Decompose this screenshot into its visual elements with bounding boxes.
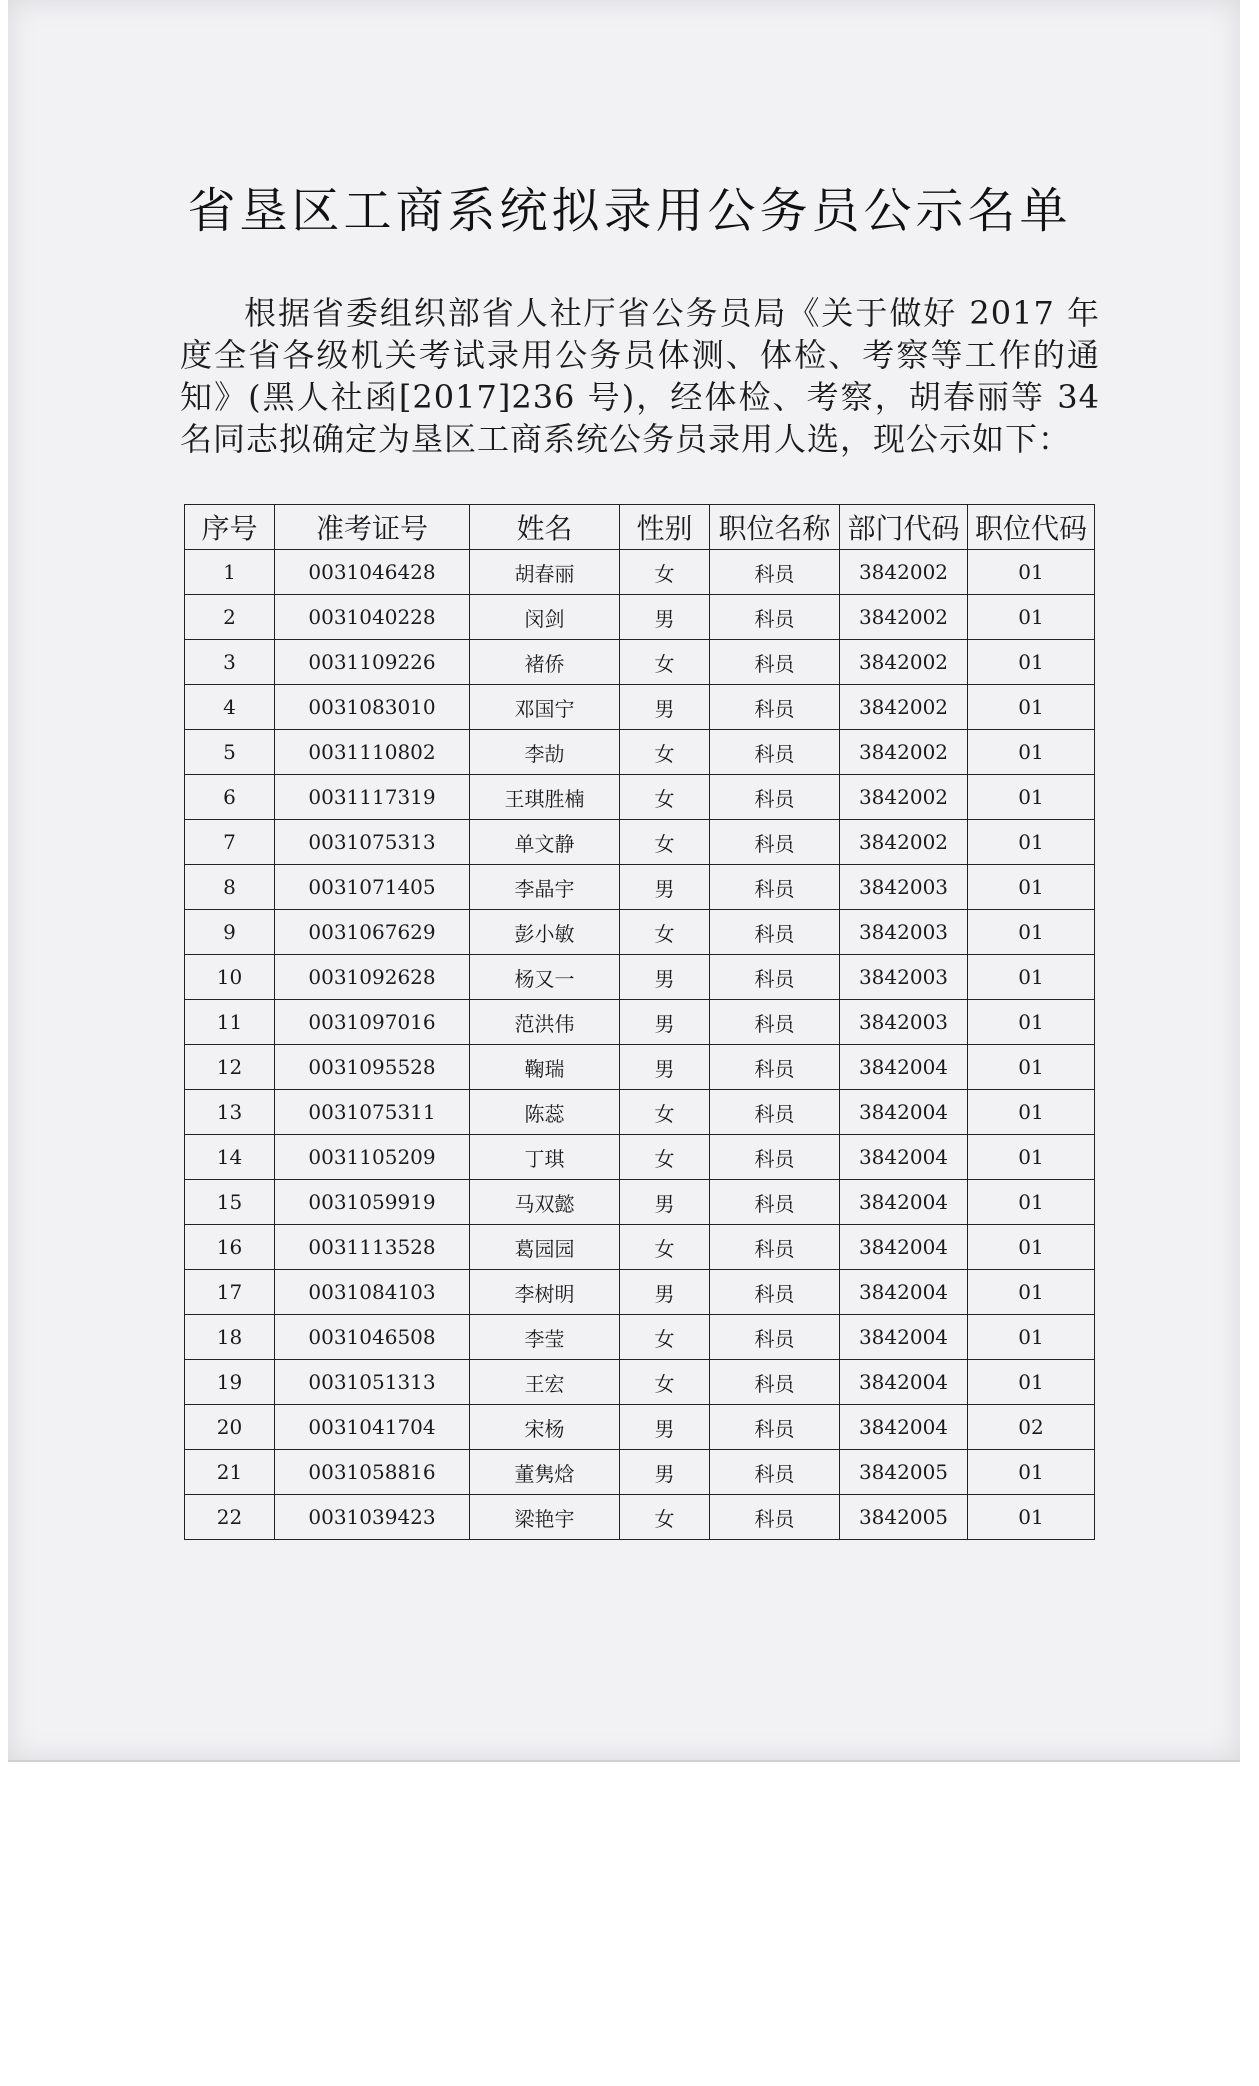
position-code-cell: 01 — [968, 1495, 1095, 1540]
serial-cell: 9 — [185, 910, 275, 955]
position-cell: 科员 — [710, 640, 840, 685]
table-row — [185, 1180, 1095, 1225]
gender-cell: 男 — [620, 865, 710, 910]
gender-cell: 女 — [620, 775, 710, 820]
document-title: 省垦区工商系统拟录用公务员公示名单 — [187, 183, 1072, 239]
position-code-cell: 01 — [968, 1450, 1095, 1495]
position-code-cell: 01 — [968, 910, 1095, 955]
table-header-row — [185, 505, 1095, 550]
name-cell: 闵剑 — [470, 595, 620, 640]
position-code-cell: 01 — [968, 865, 1095, 910]
name-cell: 范洪伟 — [470, 1000, 620, 1045]
exam-id-cell: 0031113528 — [275, 1225, 470, 1270]
table-row — [185, 775, 1095, 820]
exam-id-cell: 0031095528 — [275, 1045, 470, 1090]
name-cell: 董隽焓 — [470, 1450, 620, 1495]
exam-id-cell: 0031059919 — [275, 1180, 470, 1225]
header-cell: 部门代码 — [840, 505, 968, 550]
dept-code-cell: 3842003 — [840, 955, 968, 1000]
name-cell: 李晶宇 — [470, 865, 620, 910]
header-cell: 姓名 — [470, 505, 620, 550]
position-cell: 科员 — [710, 730, 840, 775]
exam-id-cell: 0031039423 — [275, 1495, 470, 1540]
table-row — [185, 910, 1095, 955]
gender-cell: 女 — [620, 1135, 710, 1180]
table-row — [185, 1135, 1095, 1180]
table-body — [185, 550, 1095, 1540]
dept-code-cell: 3842004 — [840, 1180, 968, 1225]
table-row — [185, 1225, 1095, 1270]
position-cell: 科员 — [710, 1180, 840, 1225]
exam-id-cell: 0031046508 — [275, 1315, 470, 1360]
dept-code-cell: 3842004 — [840, 1315, 968, 1360]
header-cell: 准考证号 — [275, 505, 470, 550]
position-code-cell: 01 — [968, 1180, 1095, 1225]
table-row — [185, 1405, 1095, 1450]
exam-id-cell: 0031067629 — [275, 910, 470, 955]
serial-cell: 21 — [185, 1450, 275, 1495]
table-row — [185, 1315, 1095, 1360]
position-cell: 科员 — [710, 550, 840, 595]
dept-code-cell: 3842002 — [840, 550, 968, 595]
dept-code-cell: 3842003 — [840, 865, 968, 910]
header-cell: 职位代码 — [968, 505, 1095, 550]
position-code-cell: 01 — [968, 820, 1095, 865]
header-cell: 序号 — [185, 505, 275, 550]
exam-id-cell: 0031051313 — [275, 1360, 470, 1405]
exam-id-cell: 0031110802 — [275, 730, 470, 775]
gender-cell: 女 — [620, 1315, 710, 1360]
position-code-cell: 01 — [968, 1315, 1095, 1360]
name-cell: 杨又一 — [470, 955, 620, 1000]
name-cell: 单文静 — [470, 820, 620, 865]
table-row — [185, 1450, 1095, 1495]
gender-cell: 男 — [620, 1270, 710, 1315]
table-row — [185, 730, 1095, 775]
exam-id-cell: 0031117319 — [275, 775, 470, 820]
position-cell: 科员 — [710, 775, 840, 820]
name-cell: 邓国宁 — [470, 685, 620, 730]
position-cell: 科员 — [710, 1495, 840, 1540]
exam-id-cell: 0031083010 — [275, 685, 470, 730]
gender-cell: 女 — [620, 1360, 710, 1405]
position-cell: 科员 — [710, 1405, 840, 1450]
name-cell: 褚侨 — [470, 640, 620, 685]
position-code-cell: 01 — [968, 1225, 1095, 1270]
table-row — [185, 865, 1095, 910]
position-cell: 科员 — [710, 865, 840, 910]
position-cell: 科员 — [710, 820, 840, 865]
dept-code-cell: 3842005 — [840, 1450, 968, 1495]
gender-cell: 男 — [620, 955, 710, 1000]
serial-cell: 19 — [185, 1360, 275, 1405]
position-cell: 科员 — [710, 1045, 840, 1090]
serial-cell: 3 — [185, 640, 275, 685]
name-cell: 梁艳宇 — [470, 1495, 620, 1540]
serial-cell: 5 — [185, 730, 275, 775]
table-row — [185, 550, 1095, 595]
gender-cell: 女 — [620, 1495, 710, 1540]
gender-cell: 男 — [620, 595, 710, 640]
name-cell: 彭小敏 — [470, 910, 620, 955]
gender-cell: 女 — [620, 640, 710, 685]
table-row — [185, 955, 1095, 1000]
table-row — [185, 595, 1095, 640]
exam-id-cell: 0031109226 — [275, 640, 470, 685]
position-cell: 科员 — [710, 1135, 840, 1180]
exam-id-cell: 0031092628 — [275, 955, 470, 1000]
gender-cell: 女 — [620, 550, 710, 595]
exam-id-cell: 0031058816 — [275, 1450, 470, 1495]
table-row — [185, 820, 1095, 865]
exam-id-cell: 0031097016 — [275, 1000, 470, 1045]
serial-cell: 1 — [185, 550, 275, 595]
position-cell: 科员 — [710, 1225, 840, 1270]
position-cell: 科员 — [710, 1090, 840, 1135]
position-cell: 科员 — [710, 910, 840, 955]
position-code-cell: 01 — [968, 640, 1095, 685]
name-cell: 丁琪 — [470, 1135, 620, 1180]
position-cell: 科员 — [710, 595, 840, 640]
position-code-cell: 01 — [968, 1135, 1095, 1180]
dept-code-cell: 3842004 — [840, 1135, 968, 1180]
dept-code-cell: 3842002 — [840, 685, 968, 730]
gender-cell: 女 — [620, 730, 710, 775]
serial-cell: 10 — [185, 955, 275, 1000]
intro-paragraph: 根据省委组织部省人社厅省公务员局《关于做好 2017 年度全省各级机关考试录用公务员体测、体检、考察等工作的通知》(黑人社函[2017]236 号)，经体检、考察，胡春丽等 34 名同志拟确定为垦区工商系统公务员录用人选，现公示如下： — [180, 294, 1100, 458]
position-code-cell: 01 — [968, 955, 1095, 1000]
name-cell: 鞠瑞 — [470, 1045, 620, 1090]
serial-cell: 4 — [185, 685, 275, 730]
position-cell: 科员 — [710, 1270, 840, 1315]
name-cell: 王宏 — [470, 1360, 620, 1405]
position-code-cell: 02 — [968, 1405, 1095, 1450]
exam-id-cell: 0031084103 — [275, 1270, 470, 1315]
name-cell: 李劼 — [470, 730, 620, 775]
gender-cell: 男 — [620, 1405, 710, 1450]
name-cell: 李树明 — [470, 1270, 620, 1315]
serial-cell: 8 — [185, 865, 275, 910]
position-cell: 科员 — [710, 685, 840, 730]
gender-cell: 男 — [620, 1180, 710, 1225]
serial-cell: 16 — [185, 1225, 275, 1270]
dept-code-cell: 3842002 — [840, 595, 968, 640]
table-row — [185, 1270, 1095, 1315]
serial-cell: 11 — [185, 1000, 275, 1045]
serial-cell: 7 — [185, 820, 275, 865]
name-cell: 葛园园 — [470, 1225, 620, 1270]
name-cell: 马双懿 — [470, 1180, 620, 1225]
exam-id-cell: 0031071405 — [275, 865, 470, 910]
header-cell: 性别 — [620, 505, 710, 550]
gender-cell: 女 — [620, 1225, 710, 1270]
position-code-cell: 01 — [968, 1090, 1095, 1135]
dept-code-cell: 3842004 — [840, 1225, 968, 1270]
exam-id-cell: 0031075313 — [275, 820, 470, 865]
name-cell: 胡春丽 — [470, 550, 620, 595]
serial-cell: 6 — [185, 775, 275, 820]
position-code-cell: 01 — [968, 775, 1095, 820]
position-code-cell: 01 — [968, 595, 1095, 640]
dept-code-cell: 3842004 — [840, 1405, 968, 1450]
dept-code-cell: 3842003 — [840, 1000, 968, 1045]
exam-id-cell: 0031075311 — [275, 1090, 470, 1135]
table-row — [185, 1000, 1095, 1045]
serial-cell: 13 — [185, 1090, 275, 1135]
table-row — [185, 640, 1095, 685]
position-code-cell: 01 — [968, 730, 1095, 775]
serial-cell: 22 — [185, 1495, 275, 1540]
serial-cell: 20 — [185, 1405, 275, 1450]
table-row — [185, 685, 1095, 730]
table-row — [185, 1045, 1095, 1090]
name-cell: 王琪胜楠 — [470, 775, 620, 820]
gender-cell: 男 — [620, 1045, 710, 1090]
header-cell: 职位名称 — [710, 505, 840, 550]
table-row — [185, 1495, 1095, 1540]
exam-id-cell: 0031046428 — [275, 550, 470, 595]
position-cell: 科员 — [710, 955, 840, 1000]
gender-cell: 男 — [620, 1000, 710, 1045]
candidate-table — [184, 504, 1095, 1540]
position-code-cell: 01 — [968, 685, 1095, 730]
serial-cell: 12 — [185, 1045, 275, 1090]
dept-code-cell: 3842002 — [840, 640, 968, 685]
position-cell: 科员 — [710, 1000, 840, 1045]
name-cell: 陈蕊 — [470, 1090, 620, 1135]
position-code-cell: 01 — [968, 1045, 1095, 1090]
position-code-cell: 01 — [968, 1000, 1095, 1045]
dept-code-cell: 3842003 — [840, 910, 968, 955]
table-row — [185, 1360, 1095, 1405]
dept-code-cell: 3842004 — [840, 1360, 968, 1405]
position-code-cell: 01 — [968, 550, 1095, 595]
dept-code-cell: 3842004 — [840, 1090, 968, 1135]
gender-cell: 女 — [620, 820, 710, 865]
dept-code-cell: 3842005 — [840, 1495, 968, 1540]
dept-code-cell: 3842002 — [840, 775, 968, 820]
gender-cell: 女 — [620, 1090, 710, 1135]
serial-cell: 15 — [185, 1180, 275, 1225]
dept-code-cell: 3842004 — [840, 1270, 968, 1315]
exam-id-cell: 0031040228 — [275, 595, 470, 640]
position-cell: 科员 — [710, 1360, 840, 1405]
name-cell: 宋杨 — [470, 1405, 620, 1450]
dept-code-cell: 3842002 — [840, 730, 968, 775]
serial-cell: 18 — [185, 1315, 275, 1360]
serial-cell: 14 — [185, 1135, 275, 1180]
dept-code-cell: 3842002 — [840, 820, 968, 865]
exam-id-cell: 0031105209 — [275, 1135, 470, 1180]
position-cell: 科员 — [710, 1450, 840, 1495]
position-cell: 科员 — [710, 1315, 840, 1360]
position-code-cell: 01 — [968, 1360, 1095, 1405]
serial-cell: 17 — [185, 1270, 275, 1315]
table-row — [185, 1090, 1095, 1135]
gender-cell: 男 — [620, 1450, 710, 1495]
dept-code-cell: 3842004 — [840, 1045, 968, 1090]
gender-cell: 女 — [620, 910, 710, 955]
position-code-cell: 01 — [968, 1270, 1095, 1315]
name-cell: 李莹 — [470, 1315, 620, 1360]
exam-id-cell: 0031041704 — [275, 1405, 470, 1450]
serial-cell: 2 — [185, 595, 275, 640]
gender-cell: 男 — [620, 685, 710, 730]
